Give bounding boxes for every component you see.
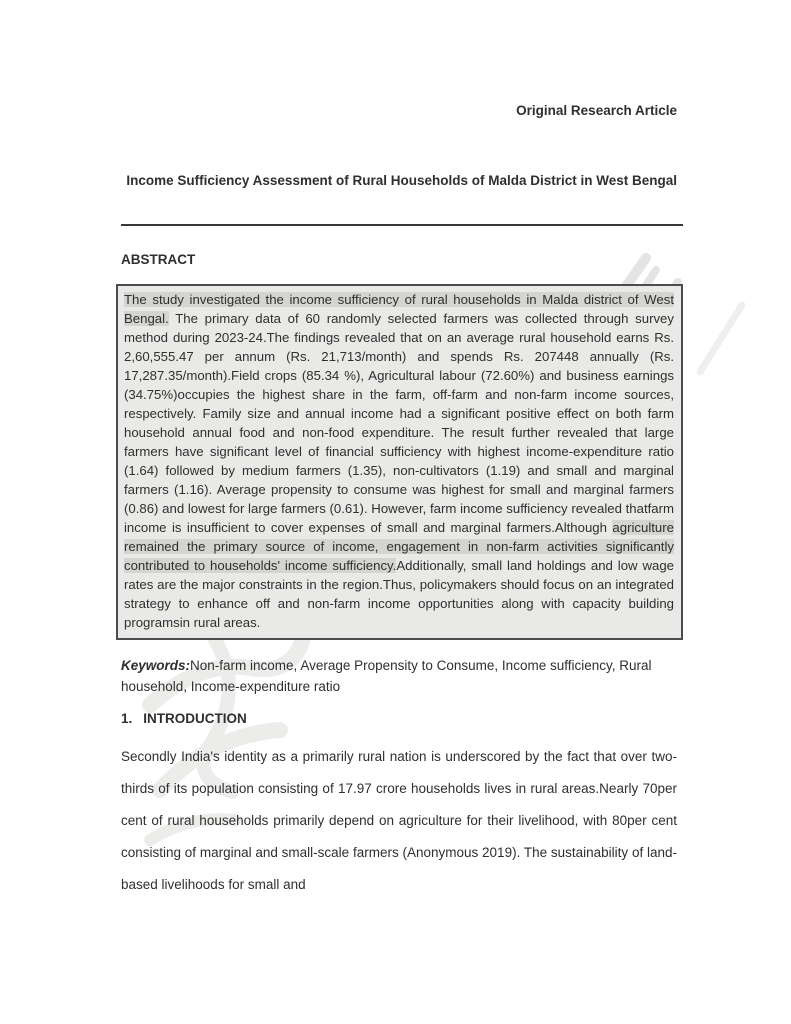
section-number: 1. (121, 711, 133, 726)
abstract-paragraph (124, 290, 674, 632)
introduction-paragraph: Secondly India's identity as a primarily rural nation is underscored by the fact that over two-thirds of its population consisting of 17.97 crore households lives in rural areas.Nearly 70per cent of rural households primarily depend on agriculture for their livelihood, with 80per cent consisting of marginal and small-scale farmers (Anonymous 2019). The sustainability of land-based livelihoods for small and (121, 749, 677, 892)
highlighted-text: agriculture remained the primary source of income, engagement in non-farm activities significantly contributed to households' income sufficiency. (124, 520, 674, 573)
section-title: INTRODUCTION (143, 711, 247, 726)
keywords-label: Keywords: (121, 658, 191, 673)
article-type-label: Original Research Article (516, 103, 677, 118)
abstract-box (116, 284, 683, 640)
abstract-text: Additionally, small land holdings and low wage rates are the major constraints in the region.Thus, policymakers should focus on an integrated strategy to enhance off and non-farm income opportunities along with capacity building programsin rural areas. (124, 558, 674, 630)
introduction-heading (121, 711, 677, 727)
paper-title: Income Sufficiency Assessment of Rural Households of Malda District in West Bengal (126, 173, 677, 188)
keywords-line (121, 655, 677, 697)
highlighted-text: The study investigated the income sufficiency of rural households in Malda district of West Bengal. (124, 292, 674, 326)
abstract-text: The primary data of 60 randomly selected farmers was collected through survey method during 2023-24.The findings revealed that on an average rural household earns Rs. 2,60,555.47 per annum (Rs. 21,713/month) and spends Rs. 207448 annually (Rs. 17,287.35/month).Field crops (85.34 %), Agricultural labour (72.60%) and business earnings (34.75%)occupies the highest share in the farm, off-farm and non-farm income sources, respectively. Family size and annual income had a significant positive effect on both farm household annual food and non-food expenditure. The result further revealed that large farmers have significant level of financial sufficiency with highest income-expenditure ratio (1.64) followed by medium farmers (1.35), non-cultivators (1.19) and small and marginal farmers (1.16). Average propensity to consume was highest for small and marginal farmers (0.86) and lowest for large farmers (0.61). However, farm income sufficiency revealed thatfarm income is insufficient to cover expenses of small and marginal farmers.Although (124, 311, 674, 535)
abstract-heading: ABSTRACT (121, 252, 196, 267)
divider-rule (121, 224, 683, 226)
article-content (121, 0, 677, 901)
keywords-text: Non-farm income, Average Propensity to Consume, Income sufficiency, Rural household, Income-expenditure ratio (121, 658, 652, 694)
